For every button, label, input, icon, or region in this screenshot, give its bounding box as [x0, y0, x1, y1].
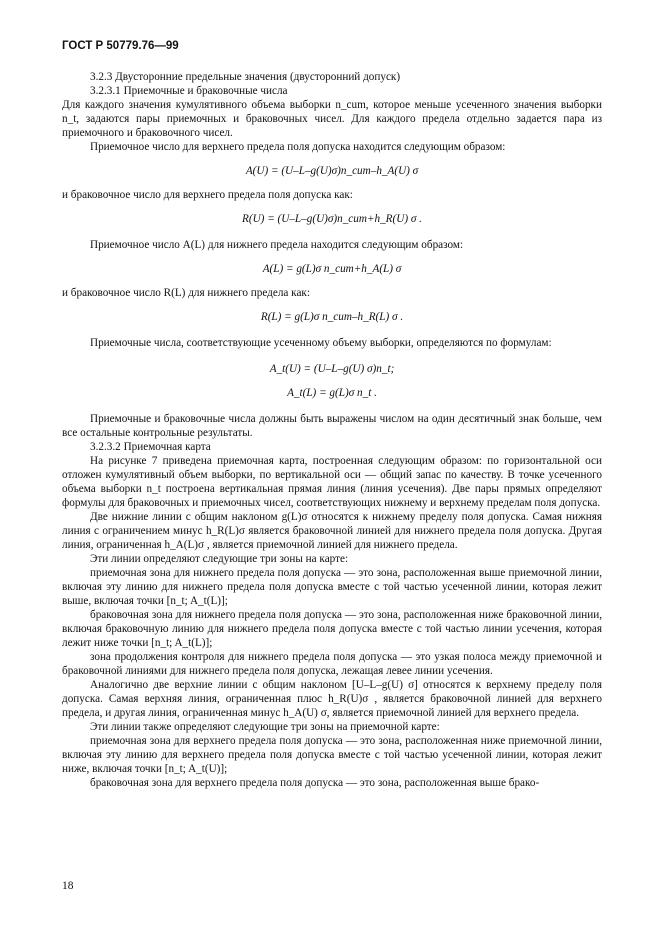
paragraph-16: приемочная зона для верхнего предела поля допуска — это зона, расположенная ниже приемочной линии, включая эту линию для верхнего предела поля допуска вместе с той частью усеченной линии, которая лежит ниже, включая точки [n_t; A_t(U)];: [62, 735, 602, 775]
document-body: [62, 70, 602, 790]
paragraph-10: Эти линии определяют следующие три зоны на карте:: [90, 553, 349, 565]
formula-acceptance-lower: A(L) = g(L)σ n_cum+h_A(L) σ: [262, 263, 402, 275]
section-heading-3-2-3-1: 3.2.3.1 Приемочные и браковочные числа: [90, 85, 288, 97]
paragraph-9: Две нижние линии с общим наклоном g(L)σ относятся к нижнему пределу поля допуска. Самая нижняя линия с ограничением минус h_R(L)σ является браковочной линией для нижнего предела поля допуска. Другая линия, ограниченная h_A(L)σ , является приемочной линией для нижнего предела.: [62, 511, 602, 551]
formula-rejection-upper: R(U) = (U–L–g(U)σ)n_cum+h_R(U) σ .: [242, 213, 422, 225]
section-heading-3-2-3-2: 3.2.3.2 Приемочная карта: [90, 441, 211, 453]
paragraph-12: браковочная зона для нижнего предела поля допуска — это зона, расположенная ниже браковочной линии, включая браковочную линию для нижнего предела поля допуска вместе с той частью линии усечения, которая лежит ниже точки [n_t; A_t(L)];: [62, 609, 602, 649]
paragraph-2: Приемочное число для верхнего предела поля допуска находится следующим образом:: [90, 141, 506, 153]
page-number: 18: [62, 880, 74, 892]
paragraph-1: Для каждого значения кумулятивного объема выборки n_cum, которое меньше усеченного значения выборки n_t, задаются пары приемочных и браковочных чисел. Для каждого предела отдельно задается пара из приемочного и браковочного чисел.: [62, 99, 602, 139]
document-header: ГОСТ Р 50779.76—99: [62, 40, 179, 52]
paragraph-17: браковочная зона для верхнего предела поля допуска — это зона, расположенная выше брако-: [90, 777, 540, 789]
paragraph-6: Приемочные числа, соответствующие усеченному объему выборки, определяются по формулам:: [90, 337, 552, 349]
paragraph-11: приемочная зона для нижнего предела поля допуска — это зона, расположенная выше приемочной линии, включая эту линию для нижнего предела поля допуска вместе с той частью усеченной линии, которая лежит выше, включая точки [n_t; A_t(L)];: [62, 567, 602, 607]
paragraph-13: зона продолжения контроля для нижнего предела поля допуска — это узкая полоса между приемочной и браковочной линиями для нижнего предела поля допуска, лежащая левее линии усечения.: [62, 651, 602, 677]
paragraph-8: На рисунке 7 приведена приемочная карта, построенная следующим образом: по горизонтальной оси отложен кумулятивный объем выборки, по вертикальной оси — общий запас по качеству. В точке усеченного объема выборки n_t построена вертикальная прямая линия (линия усечения). Две пары прямых определяют формулы для браковочных и приемочных чисел, соответствующих нижнему и верхнему пределам поля допуска.: [62, 455, 602, 509]
paragraph-3: и браковочное число для верхнего предела поля допуска как:: [62, 189, 353, 201]
paragraph-5: и браковочное число R(L) для нижнего предела как:: [62, 287, 310, 299]
formula-truncated-lower: A_t(L) = g(L)σ n_t .: [287, 387, 377, 399]
formula-acceptance-upper: A(U) = (U–L–g(U)σ)n_cum–h_A(U) σ: [245, 165, 419, 177]
paragraph-4: Приемочное число A(L) для нижнего предела находится следующим образом:: [90, 239, 464, 251]
section-heading-3-2-3: 3.2.3 Двусторонние предельные значения (двусторонний допуск): [90, 71, 401, 83]
paragraph-15: Эти линии также определяют следующие три зоны на приемочной карте:: [90, 721, 440, 733]
formula-truncated-upper: A_t(U) = (U–L–g(U) σ)n_t;: [269, 363, 395, 375]
paragraph-7: Приемочные и браковочные числа должны быть выражены числом на один десятичный знак больше, чем все остальные контрольные результаты.: [62, 413, 602, 439]
paragraph-14: Аналогично две верхние линии с общим наклоном [U–L–g(U) σ] относятся к верхнему пределу поля допуска. Самая верхняя линия, ограниченная плюс h_R(U)σ , является браковочной линией для верхнего предела, и другая линия, ограниченная минус h_A(U) σ, является приемочной линией для верхнего предела.: [62, 679, 602, 719]
formula-rejection-lower: R(L) = g(L)σ n_cum–h_R(L) σ .: [260, 311, 404, 323]
